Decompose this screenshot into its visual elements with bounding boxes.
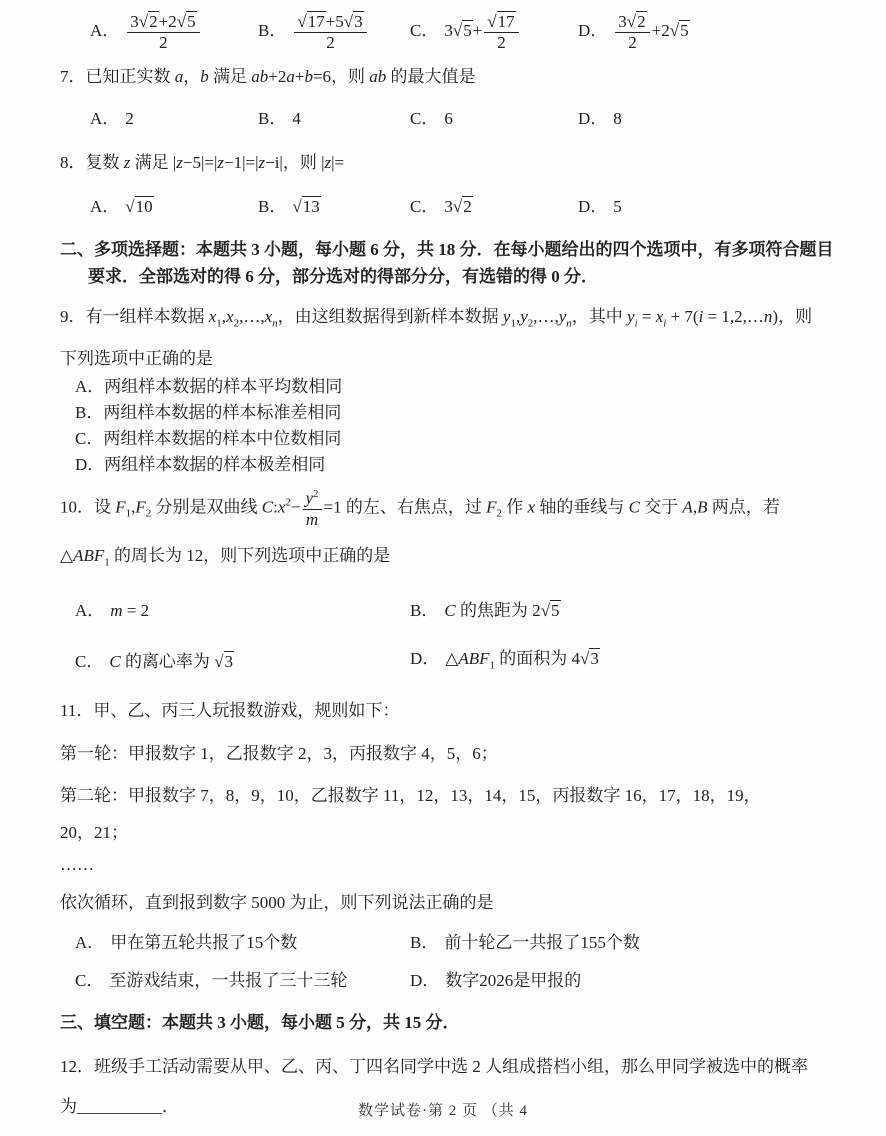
q11-round2-line1: 第二轮：甲报数字 7，8，9，10，乙报数字 11，12，13，14，15，丙报数字 16，17，18，19， [60,786,761,806]
option-label: D． [578,109,608,129]
q10-options-row2 [60,646,836,678]
q9-option-b: B．两组样本数据的样本标准差相同 [75,403,342,423]
option-value: 数字2026是甲报的 [445,971,582,991]
option-value: 2 [125,109,134,129]
q11-option-d [410,968,581,994]
q7-option-a [90,106,258,132]
q11-option-c [75,968,410,994]
section2-header-line1: 二、多项选择题：本题共 3 小题，每小题 6 分，共 18 分．在每小题给出的四个选项中，有多项符合题目 [60,240,834,260]
q7-option-c [410,106,578,132]
q8-option-c [410,194,578,220]
q10-stem-line1: 10．设 $F_1,F_2$ 分别是双曲线 $C:x^2-$ $\frac{y^2}{m}$ =1 的左、右焦点，过 $F_2$ 作 x 轴的垂线与 C 交于 A,B 两点，若 [60,488,780,529]
option-value: 3√2 [444,197,472,217]
q7-option-d [578,106,622,132]
option-label: C． [75,651,104,671]
q7-option-b [258,106,410,132]
q11-options-row1 [60,930,836,956]
option-label: B． [258,197,287,217]
option-value: √10 [125,197,153,217]
q8-option-a [90,194,258,220]
option-label: C． [410,109,439,129]
option-label: B． [258,20,287,40]
q8-option-b [258,194,410,220]
q9-option-a: A．两组样本数据的样本平均数相同 [75,377,343,397]
q11-option-b [410,930,640,956]
q11-round2-line2: 20，21； [60,823,128,843]
q11-round1: 第一轮：甲报数字 1，乙报数字 2，3，丙报数字 4，5，6； [60,744,498,764]
q9-option-c: C．两组样本数据的样本中位数相同 [75,429,342,449]
option-label: A． [75,600,105,620]
q7-stem: 7．已知正实数 a，b 满足 ab+2a+b=6，则 ab 的最大值是 [60,67,476,87]
option-label: A． [90,197,120,217]
q8-options-row [60,194,836,220]
q6-options-row [60,12,836,52]
option-value: $\triangle ABF_1$ 的面积为 4√3 [445,648,599,672]
page-footer: 数学试卷·第 2 页 （共 4 [358,1103,528,1119]
option-label: A． [90,20,120,40]
option-value: 至游戏结束，一共报了三十三轮 [109,971,348,991]
q11-rule: 依次循环，直到报到数字 5000 为止，则下列说法正确的是 [60,893,494,913]
q11-ellipsis: …… [60,855,94,875]
q8-stem: 8．复数 z 满足 |z−5|=|z−1|=|z−i|，则 |z|= [60,153,345,173]
q6-option-c [410,12,578,52]
option-label: B． [410,933,439,953]
q12-line1: 12．班级手工活动需要从甲、乙、丙、丁四名同学中选 2 人组成搭档小组，那么甲同学被选中的概率 [60,1057,808,1077]
q7-options-row [60,106,836,132]
option-value: √13 [292,197,320,217]
option-label: C． [410,20,439,40]
option-value: $\frac{3√2+2√5}{2}$ [125,21,201,40]
q11-options-row2 [60,968,836,994]
q6-option-a [90,12,258,52]
option-label: D． [578,20,608,40]
q10-option-c [75,649,410,675]
option-value: m = 2 [110,600,150,620]
q6-option-d [578,12,690,52]
q9-stem-line2: 下列选项中正确的是 [60,349,213,369]
option-value: 3√5+ $\frac{√17}{2}$ [444,21,520,40]
option-label: D． [410,971,440,991]
option-value: 甲在第五轮共报了15个数 [110,933,298,953]
option-label: A． [75,933,105,953]
q12-line2: 为__________． [60,1097,179,1117]
q8-option-d [578,194,622,220]
option-value: C 的焦距为 2√5 [444,600,560,620]
option-label: D． [578,197,608,217]
section2-header-line2: 要求．全部选对的得 6 分，部分选对的得部分分，有选错的得 0 分． [88,267,598,287]
option-label: A． [90,109,120,129]
option-label: C． [75,971,104,991]
option-value: 4 [292,109,301,129]
q10-option-d [410,646,600,678]
q11-stem: 11．甲、乙、丙三人玩报数游戏，规则如下： [60,701,400,721]
option-value: $\frac{√17+5√3}{2}$ [292,21,368,40]
option-value: 前十轮乙一共报了155个数 [444,933,640,953]
option-value: 8 [613,109,622,129]
q9-stem-line1: 9．有一组样本数据 $x_1,x_2,\dots,x_n$，由这组数据得到新样本数据 $y_1,y_2,\dots,y_n$，其中 $y_i = x_i + 7(i$ = 1,2,…n)，则 [60,307,813,330]
q10-option-b [410,598,561,624]
q10-stem-line2: $\triangle ABF_1$ 的周长为 12，则下列选项中正确的是 [60,546,391,569]
q9-option-d: D．两组样本数据的样本极差相同 [75,455,326,475]
section3-header: 三、填空题：本题共 3 小题，每小题 5 分，共 15 分． [60,1013,460,1033]
option-value: C 的离心率为 √3 [109,651,234,671]
q11-option-a [75,930,410,956]
option-value: 5 [613,197,622,217]
q10-options-row1 [60,598,836,624]
option-label: B． [410,600,439,620]
q10-option-a [75,598,410,624]
option-label: C． [410,197,439,217]
option-value: $\frac{3√2}{2}$ +2√5 [613,21,689,40]
q6-option-b [258,12,410,52]
option-label: B． [258,109,287,129]
option-label: D． [410,648,440,668]
option-value: 6 [444,109,453,129]
